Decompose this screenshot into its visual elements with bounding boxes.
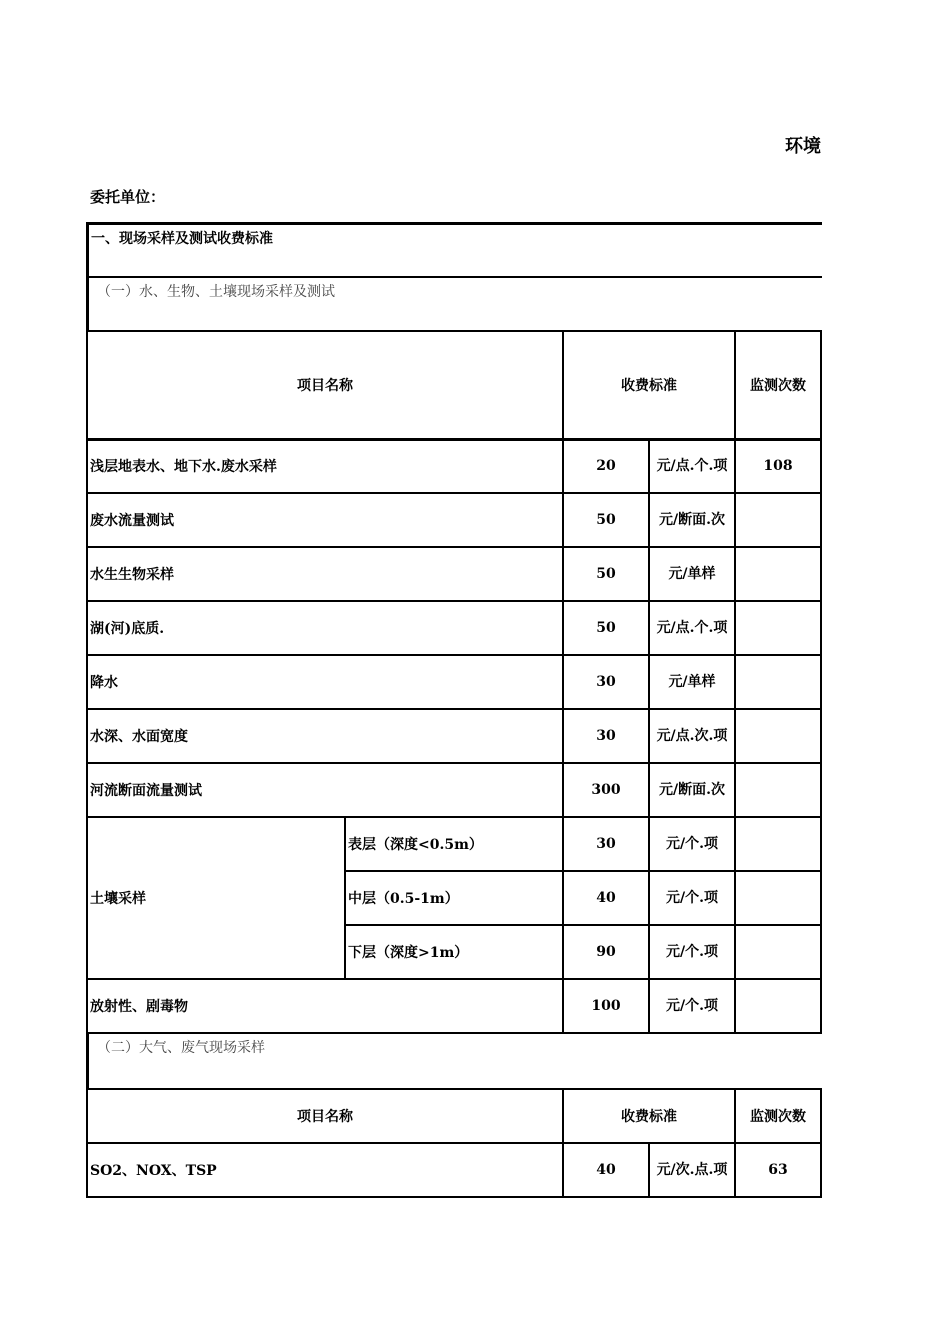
header-item-name: 项目名称 xyxy=(87,331,563,439)
table-row xyxy=(87,1143,821,1197)
table-row xyxy=(87,547,821,601)
row-price: 100 xyxy=(563,979,649,1033)
row-unit: 元/断面.次 xyxy=(649,763,735,817)
row-price: 50 xyxy=(563,601,649,655)
section-1-title: 一、现场采样及测试收费标准 xyxy=(91,231,273,247)
row-price: 30 xyxy=(563,817,649,871)
subsection-2-header xyxy=(86,1034,822,1088)
subsection-2-title: （二）大气、废气现场采样 xyxy=(97,1040,265,1056)
row-name: 废水流量测试 xyxy=(87,493,563,547)
soil-layer-name: 表层（深度<0.5m） xyxy=(345,817,563,871)
row-unit: 元/个.项 xyxy=(649,817,735,871)
header-fee: 收费标准 xyxy=(563,1089,735,1143)
row-unit: 元/个.项 xyxy=(649,979,735,1033)
row-name: 放射性、剧毒物 xyxy=(87,979,563,1033)
row-unit: 元/个.项 xyxy=(649,871,735,925)
table-header-row xyxy=(87,1089,821,1143)
row-name: 水生生物采样 xyxy=(87,547,563,601)
row-unit: 元/断面.次 xyxy=(649,493,735,547)
row-count xyxy=(735,547,821,601)
row-unit: 元/点.个.项 xyxy=(649,439,735,493)
row-unit: 元/单样 xyxy=(649,547,735,601)
row-count xyxy=(735,601,821,655)
row-unit: 元/个.项 xyxy=(649,925,735,979)
row-name: 降水 xyxy=(87,655,563,709)
table-row xyxy=(87,493,821,547)
header-count: 监测次数 xyxy=(735,1089,821,1143)
row-price: 50 xyxy=(563,493,649,547)
header-fee: 收费标准 xyxy=(563,331,735,439)
table-row xyxy=(87,763,821,817)
row-count: 63 xyxy=(735,1143,821,1197)
row-unit: 元/次.点.项 xyxy=(649,1143,735,1197)
row-unit: 元/点.次.项 xyxy=(649,709,735,763)
row-price: 90 xyxy=(563,925,649,979)
row-unit: 元/点.个.项 xyxy=(649,601,735,655)
soil-name: 土壤采样 xyxy=(87,817,345,979)
row-count xyxy=(735,763,821,817)
table-row xyxy=(87,655,821,709)
row-count xyxy=(735,655,821,709)
row-price: 30 xyxy=(563,709,649,763)
soil-layer-name: 下层（深度>1m） xyxy=(345,925,563,979)
row-count: 108 xyxy=(735,439,821,493)
row-count xyxy=(735,979,821,1033)
table-header-row xyxy=(87,331,821,439)
client-label: 委托单位： xyxy=(90,188,166,206)
subsection-1-header xyxy=(86,278,822,331)
row-count xyxy=(735,817,821,871)
row-name: 水深、水面宽度 xyxy=(87,709,563,763)
table-row xyxy=(87,979,821,1033)
row-price: 50 xyxy=(563,547,649,601)
row-count xyxy=(735,925,821,979)
row-count xyxy=(735,709,821,763)
table-row xyxy=(87,439,821,493)
row-price: 40 xyxy=(563,871,649,925)
row-name: SO2、NOX、TSP xyxy=(87,1143,563,1197)
row-price: 20 xyxy=(563,439,649,493)
row-unit: 元/单样 xyxy=(649,655,735,709)
row-name: 河流断面流量测试 xyxy=(87,763,563,817)
header-count: 监测次数 xyxy=(735,331,821,439)
table-row xyxy=(87,709,821,763)
row-count xyxy=(735,493,821,547)
row-price: 30 xyxy=(563,655,649,709)
row-price: 40 xyxy=(563,1143,649,1197)
air-table xyxy=(86,1088,822,1198)
water-soil-table xyxy=(86,330,822,1034)
row-count xyxy=(735,871,821,925)
table-row xyxy=(87,817,821,871)
row-price: 300 xyxy=(563,763,649,817)
section-1-header xyxy=(86,222,822,278)
soil-layer-name: 中层（0.5-1m） xyxy=(345,871,563,925)
row-name: 浅层地表水、地下水.废水采样 xyxy=(87,439,563,493)
subsection-1-title: （一）水、生物、土壤现场采样及测试 xyxy=(97,284,335,300)
row-name: 湖(河)底质. xyxy=(87,601,563,655)
page-title: 环境 xyxy=(785,136,821,157)
header-item-name: 项目名称 xyxy=(87,1089,563,1143)
table-row xyxy=(87,601,821,655)
